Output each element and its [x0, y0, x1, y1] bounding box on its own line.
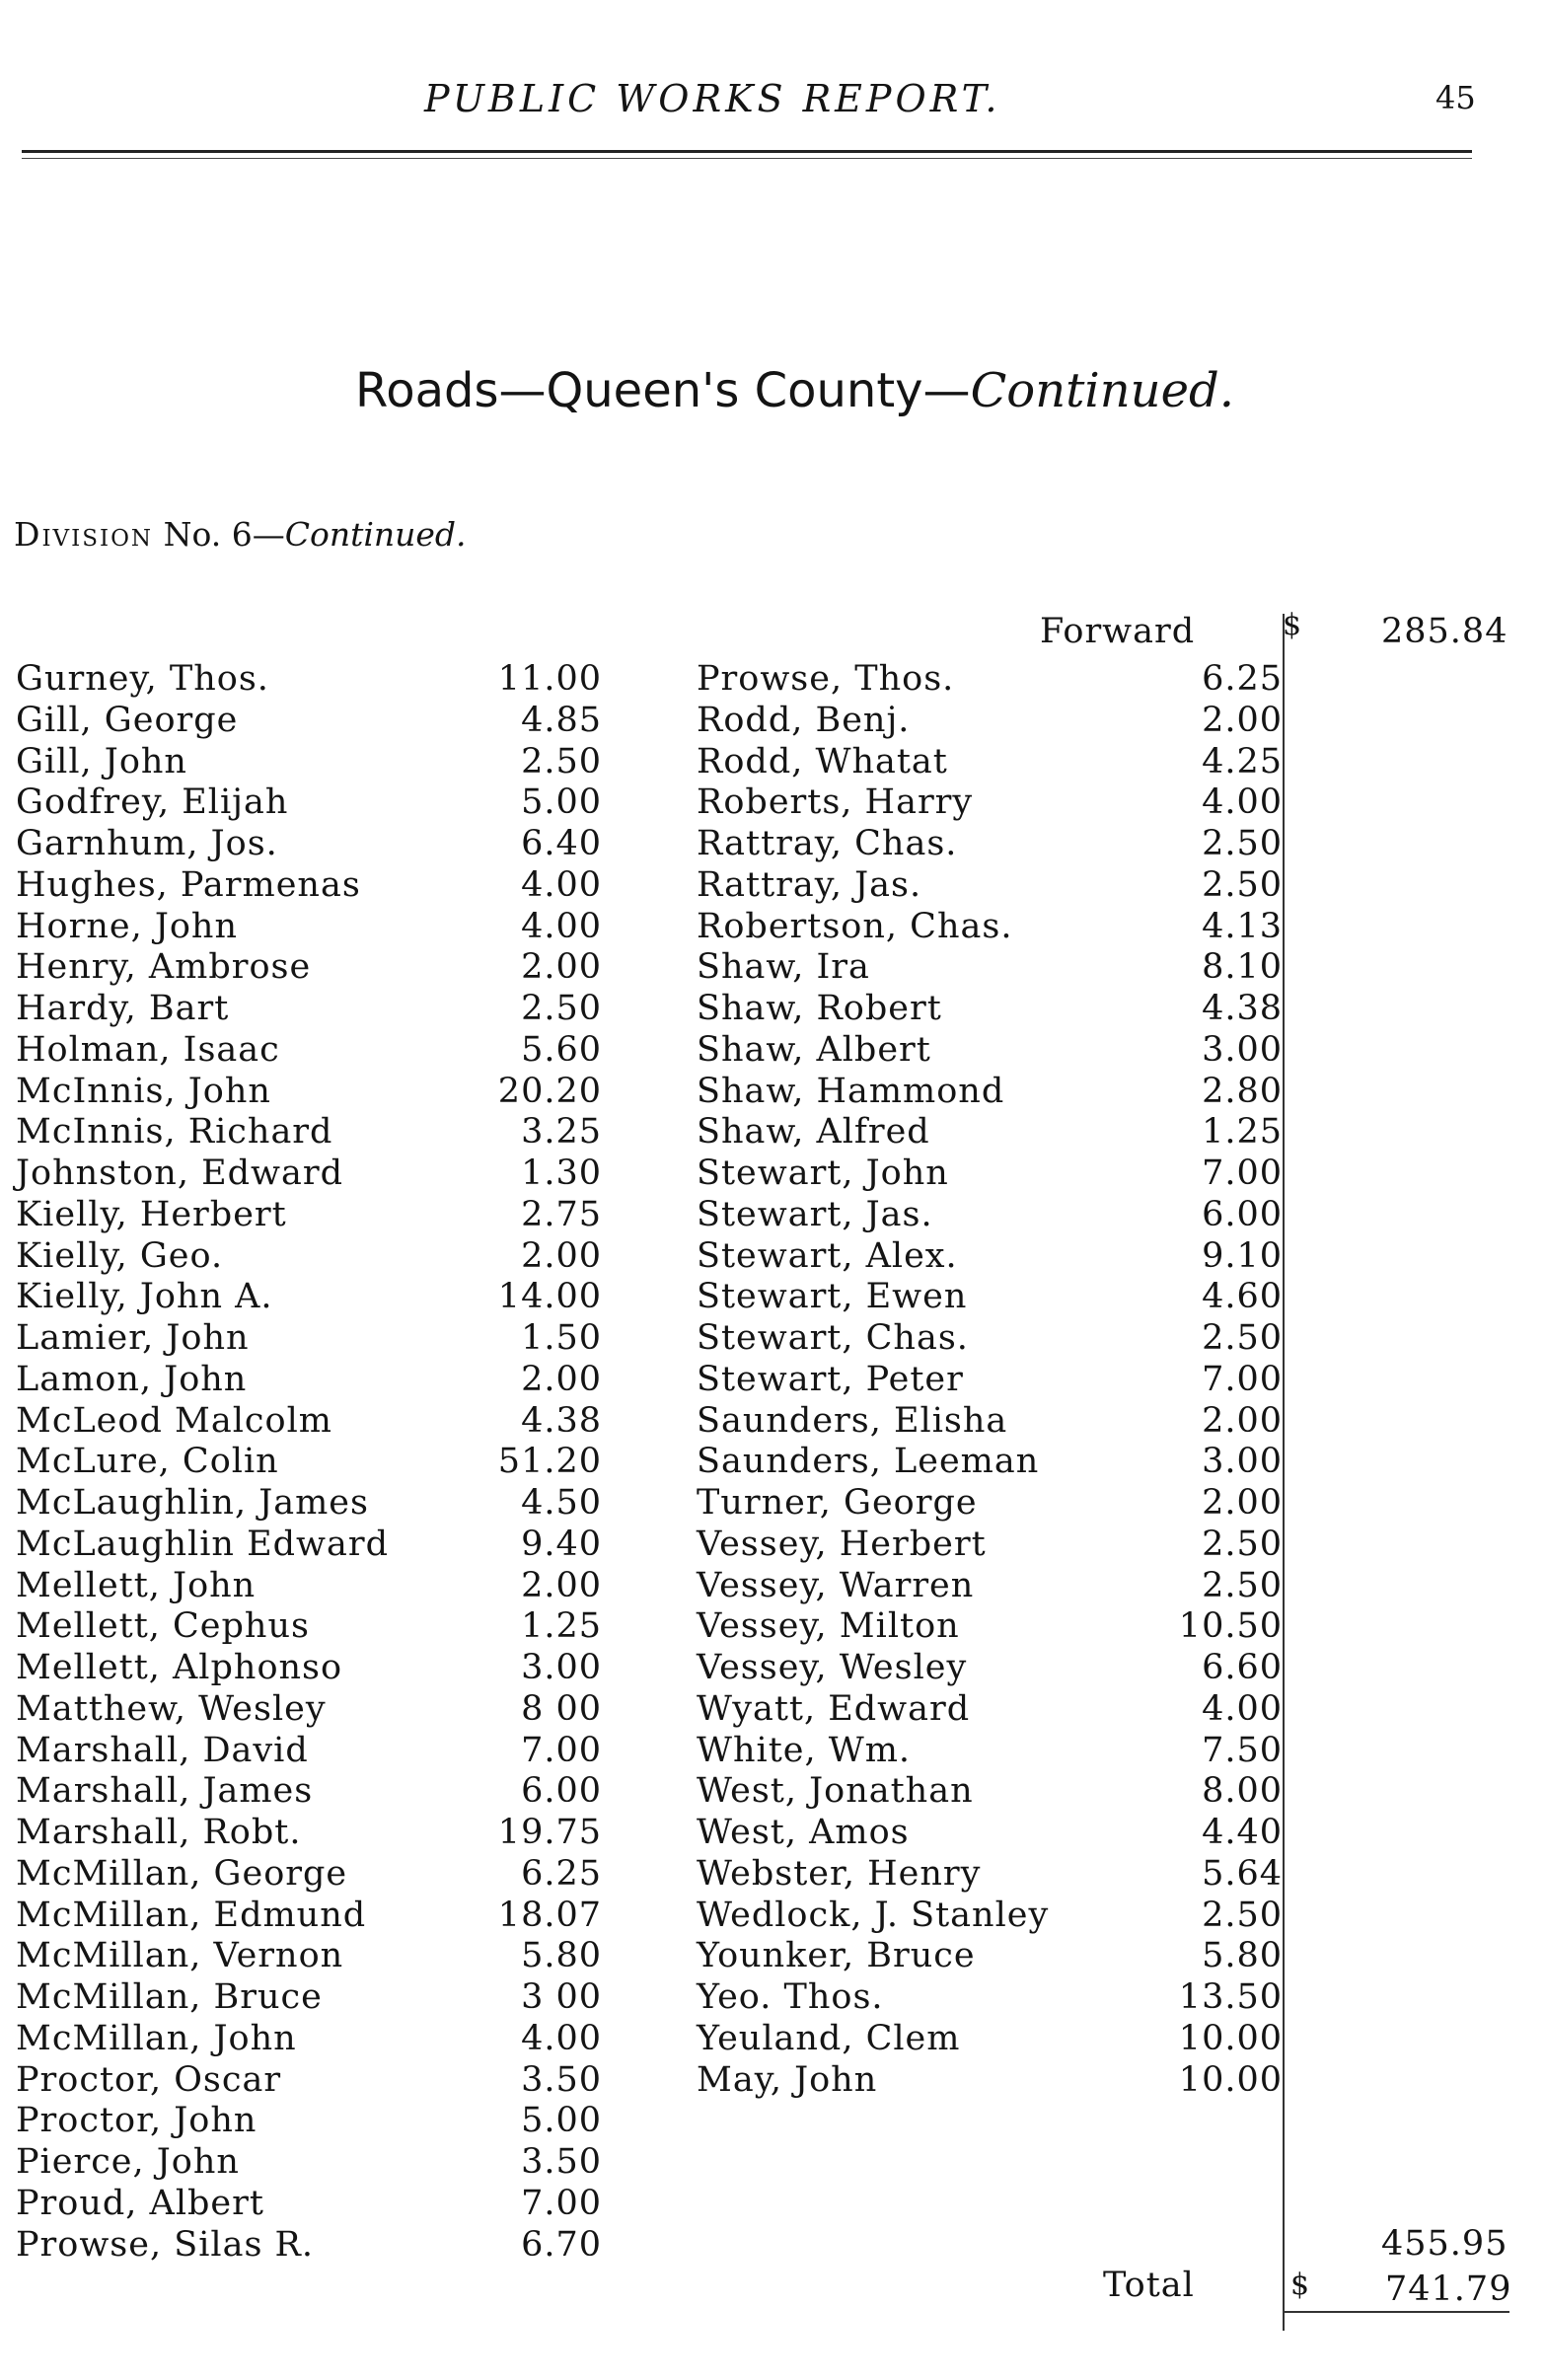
list-item [0, 1689, 671, 1731]
list-item [691, 1112, 1283, 1153]
list-item [691, 1896, 1283, 1937]
payee-amount: 3.00 [521, 1648, 602, 1687]
payee-name: Vessey, Herbert [697, 1524, 987, 1564]
list-item [0, 865, 671, 907]
list-item [691, 989, 1283, 1030]
payee-amount: 1.50 [521, 1318, 602, 1358]
payee-amount: 8 00 [521, 1688, 602, 1729]
list-item [691, 1401, 1283, 1443]
payee-amount: 10.00 [1178, 2059, 1283, 2100]
payee-name: Rodd, Benj. [697, 700, 911, 740]
list-item [0, 742, 671, 783]
total-amount: 741.79 [1385, 2269, 1512, 2309]
payee-name: Garnhum, Jos. [16, 824, 278, 863]
list-item [691, 1689, 1283, 1731]
payee-name: Mellett, Cephus [16, 1606, 310, 1647]
list-item [691, 1153, 1283, 1195]
payee-amount: 5.00 [521, 2101, 602, 2141]
list-item [691, 1318, 1283, 1360]
payee-amount: 4.25 [1202, 741, 1283, 781]
payee-name: Henry, Ambrose [16, 947, 312, 988]
list-item [691, 824, 1283, 865]
payee-name: Stewart, Alex. [697, 1235, 958, 1276]
payee-amount: 20.20 [497, 1071, 602, 1111]
list-item [0, 1648, 671, 1689]
list-item [0, 1525, 671, 1566]
running-head [0, 77, 1545, 126]
list-item [0, 1072, 671, 1113]
payee-name: Hughes, Parmenas [16, 864, 361, 905]
list-item [0, 1195, 671, 1236]
list-item [0, 2225, 671, 2267]
payee-amount: 4.00 [521, 2018, 602, 2058]
list-item [0, 1318, 671, 1360]
payee-name: Wyatt, Edward [697, 1688, 971, 1729]
list-item [691, 1195, 1283, 1236]
list-item [0, 1277, 671, 1318]
payee-name: Wedlock, J. Stanley [697, 1895, 1050, 1935]
payee-name: Stewart, John [697, 1153, 949, 1193]
payee-name: McMillan, Bruce [16, 1977, 323, 2017]
payee-name: Saunders, Leeman [697, 1442, 1040, 1482]
total-label: Total [1103, 2266, 1195, 2305]
payee-name: Shaw, Albert [697, 1029, 931, 1070]
list-item [0, 824, 671, 865]
list-item [0, 701, 671, 742]
payee-amount: 10.00 [1178, 2018, 1283, 2058]
division-heading [14, 515, 467, 554]
payee-name: Rodd, Whatat [697, 741, 948, 781]
list-item [691, 1360, 1283, 1401]
payee-amount: 8.00 [1202, 1771, 1283, 1812]
payee-name: Kielly, Herbert [16, 1194, 287, 1234]
list-item [691, 865, 1283, 907]
payee-amount: 3.50 [521, 2059, 602, 2100]
payee-name: Matthew, Wesley [16, 1688, 327, 1729]
payee-name: Gill, John [16, 741, 187, 781]
list-item [0, 1606, 671, 1648]
list-item [691, 1731, 1283, 1772]
payee-amount: 4.60 [1202, 1277, 1283, 1317]
payee-amount: 18.07 [497, 1895, 602, 1935]
payee-amount: 7.00 [1202, 1359, 1283, 1399]
list-item [0, 1936, 671, 1977]
payee-amount: 6.00 [521, 1771, 602, 1812]
list-item [0, 2019, 671, 2060]
payee-amount: 2.50 [1202, 824, 1283, 863]
payee-name: McLure, Colin [16, 1442, 279, 1482]
payee-amount: 5.60 [521, 1029, 602, 1070]
list-item [0, 2184, 671, 2225]
list-item [691, 1813, 1283, 1854]
section-title [355, 363, 1234, 418]
payee-amount: 2.00 [1202, 1483, 1283, 1523]
payee-name: Shaw, Alfred [697, 1112, 930, 1153]
list-item [0, 1731, 671, 1772]
payee-amount: 7.50 [1202, 1730, 1283, 1770]
payee-amount: 3.00 [1202, 1442, 1283, 1482]
list-item [0, 1442, 671, 1483]
section-title-continued: Continued. [970, 363, 1234, 418]
payee-name: McLeod Malcolm [16, 1400, 332, 1441]
list-item [0, 1896, 671, 1937]
total-currency: $ [1290, 2268, 1310, 2302]
payee-amount: 10.50 [1178, 1606, 1283, 1647]
payee-name: Shaw, Ira [697, 947, 870, 988]
payee-amount: 6.25 [1202, 659, 1283, 699]
payee-name: Kielly, John A. [16, 1277, 273, 1317]
total-rule [1283, 2311, 1509, 2313]
payee-amount: 6.40 [521, 824, 602, 863]
payee-amount: 2.75 [521, 1194, 602, 1234]
payee-name: Marshall, Robt. [16, 1813, 302, 1852]
payee-amount: 1.30 [521, 1153, 602, 1193]
list-item [691, 1566, 1283, 1607]
running-head-title: PUBLIC WORKS REPORT. [424, 77, 1001, 120]
list-item [0, 1360, 671, 1401]
list-item [0, 782, 671, 824]
payee-amount: 4.00 [521, 864, 602, 905]
payee-name: Holman, Isaac [16, 1029, 280, 1070]
payee-name: Prowse, Silas R. [16, 2224, 315, 2265]
column-rule [1283, 614, 1285, 2331]
payee-name: Kielly, Geo. [16, 1235, 224, 1276]
list-item [691, 1525, 1283, 1566]
payee-name: Rattray, Jas. [697, 864, 922, 905]
payee-amount: 3.50 [521, 2142, 602, 2182]
payee-amount: 5.00 [521, 782, 602, 823]
payee-amount: 1.25 [1202, 1112, 1283, 1153]
payee-name: Stewart, Jas. [697, 1194, 933, 1234]
payee-name: Saunders, Elisha [697, 1400, 1008, 1441]
list-item [0, 1771, 671, 1813]
payee-name: Stewart, Chas. [697, 1318, 969, 1358]
payee-amount: 2.00 [1202, 700, 1283, 740]
list-item [691, 1936, 1283, 1977]
payee-amount: 3 00 [521, 1977, 602, 2017]
payee-amount: 11.00 [497, 659, 602, 699]
payee-amount: 2.00 [521, 947, 602, 988]
payee-amount: 4.00 [1202, 782, 1283, 823]
payee-name: Mellett, John [16, 1565, 257, 1605]
payee-name: Marshall, James [16, 1771, 314, 1812]
payee-name: Lamon, John [16, 1359, 248, 1399]
payee-name: McMillan, Edmund [16, 1895, 367, 1935]
payee-name: Webster, Henry [697, 1853, 982, 1894]
payee-amount: 1.25 [521, 1606, 602, 1647]
list-item [0, 1112, 671, 1153]
list-item [691, 1771, 1283, 1813]
payee-amount: 2.50 [521, 741, 602, 781]
list-item [0, 1236, 671, 1278]
list-item [0, 1813, 671, 1854]
list-item [0, 2101, 671, 2142]
list-item [691, 907, 1283, 948]
list-item [691, 1442, 1283, 1483]
payee-amount: 4.85 [521, 700, 602, 740]
payee-amount: 7.00 [1202, 1153, 1283, 1193]
left-column-list [0, 659, 671, 2266]
payee-name: Robertson, Chas. [697, 906, 1013, 946]
payee-amount: 2.50 [1202, 1895, 1283, 1935]
payee-amount: 8.10 [1202, 947, 1283, 988]
payee-amount: 3.25 [521, 1112, 602, 1153]
payee-name: Turner, George [697, 1483, 978, 1523]
payee-name: Stewart, Peter [697, 1359, 964, 1399]
payee-amount: 5.64 [1202, 1853, 1283, 1894]
payee-name: Shaw, Hammond [697, 1071, 1005, 1111]
payee-amount: 2.00 [1202, 1400, 1283, 1441]
payee-amount: 2.50 [1202, 1565, 1283, 1605]
payee-amount: 7.00 [521, 2183, 602, 2223]
payee-amount: 4.38 [1202, 989, 1283, 1028]
payee-name: McLaughlin, James [16, 1483, 369, 1523]
payee-name: McMillan, Vernon [16, 1936, 344, 1976]
payee-name: Marshall, David [16, 1730, 309, 1770]
payee-amount: 9.10 [1202, 1235, 1283, 1276]
division-number: No. 6— [163, 515, 285, 554]
payee-amount: 4.00 [521, 906, 602, 946]
payee-amount: 2.50 [1202, 1318, 1283, 1358]
payee-name: Prowse, Thos. [697, 659, 955, 699]
list-item [691, 1072, 1283, 1113]
division-label: Division [14, 515, 154, 554]
payee-amount: 2.00 [521, 1565, 602, 1605]
list-item [691, 1648, 1283, 1689]
payee-name: Vessey, Wesley [697, 1648, 968, 1687]
payee-name: Yeuland, Clem [697, 2018, 961, 2058]
payee-amount: 2.80 [1202, 1071, 1283, 1111]
payee-name: Proud, Albert [16, 2183, 264, 2223]
payee-amount: 2.50 [1202, 864, 1283, 905]
list-item [691, 701, 1283, 742]
payee-amount: 2.00 [521, 1235, 602, 1276]
list-item [691, 782, 1283, 824]
payee-name: Lamier, John [16, 1318, 250, 1358]
payee-amount: 5.80 [521, 1936, 602, 1976]
payee-name: McInnis, Richard [16, 1112, 333, 1153]
payee-amount: 2.50 [521, 989, 602, 1028]
forward-amount: 285.84 [1381, 612, 1508, 651]
list-item [0, 989, 671, 1030]
payee-amount: 19.75 [497, 1813, 602, 1852]
list-item [0, 1030, 671, 1072]
payee-amount: 3.00 [1202, 1029, 1283, 1070]
payee-name: McMillan, George [16, 1853, 348, 1894]
list-item [0, 1153, 671, 1195]
payee-name: McInnis, John [16, 1071, 271, 1111]
list-item [0, 947, 671, 989]
list-item [0, 1401, 671, 1443]
payee-name: Roberts, Harry [697, 782, 974, 823]
payee-amount: 2.00 [521, 1359, 602, 1399]
payee-amount: 6.00 [1202, 1194, 1283, 1234]
payee-amount: 7.00 [521, 1730, 602, 1770]
list-item [691, 742, 1283, 783]
payee-name: Godfrey, Elijah [16, 782, 289, 823]
subtotal-amount: 455.95 [1381, 2224, 1508, 2264]
payee-name: Proctor, John [16, 2101, 258, 2141]
forward-currency: $ [1283, 608, 1302, 642]
payee-name: Shaw, Robert [697, 989, 942, 1028]
list-item [0, 2060, 671, 2102]
list-item [691, 1277, 1283, 1318]
payee-name: Yeo. Thos. [697, 1977, 884, 2017]
right-column-list [691, 659, 1283, 2101]
payee-name: Rattray, Chas. [697, 824, 958, 863]
payee-name: White, Wm. [697, 1730, 912, 1770]
section-title-main: Roads—Queen's County— [355, 363, 971, 418]
list-item [691, 2019, 1283, 2060]
payee-amount: 5.80 [1202, 1936, 1283, 1976]
payee-name: McMillan, John [16, 2018, 297, 2058]
list-item [691, 1606, 1283, 1648]
payee-amount: 51.20 [497, 1442, 602, 1482]
payee-name: Pierce, John [16, 2142, 240, 2182]
list-item [691, 1236, 1283, 1278]
payee-amount: 9.40 [521, 1524, 602, 1564]
payee-name: McLaughlin Edward [16, 1524, 390, 1564]
list-item [691, 1977, 1283, 2019]
list-item [0, 1854, 671, 1896]
header-rule-thin [22, 158, 1472, 159]
payee-name: West, Amos [697, 1813, 910, 1852]
payee-amount: 4.00 [1202, 1688, 1283, 1729]
payee-name: Vessey, Warren [697, 1565, 975, 1605]
list-item [0, 659, 671, 701]
payee-name: Vessey, Milton [697, 1606, 960, 1647]
list-item [691, 659, 1283, 701]
payee-amount: 2.50 [1202, 1524, 1283, 1564]
page-number: 45 [1435, 79, 1476, 116]
payee-amount: 14.00 [497, 1277, 602, 1317]
list-item [691, 1854, 1283, 1896]
payee-name: Proctor, Oscar [16, 2059, 282, 2100]
payee-amount: 4.50 [521, 1483, 602, 1523]
payee-amount: 6.70 [521, 2224, 602, 2265]
payee-name: West, Jonathan [697, 1771, 974, 1812]
payee-name: Hardy, Bart [16, 989, 230, 1028]
division-continued: Continued. [284, 515, 467, 554]
payee-amount: 6.25 [521, 1853, 602, 1894]
list-item [691, 2060, 1283, 2102]
payee-name: May, John [697, 2059, 878, 2100]
payee-amount: 4.13 [1202, 906, 1283, 946]
list-item [691, 1483, 1283, 1525]
payee-name: Gill, George [16, 700, 239, 740]
list-item [0, 1977, 671, 2019]
list-item [0, 907, 671, 948]
list-item [691, 947, 1283, 989]
payee-name: Johnston, Edward [16, 1153, 343, 1193]
forward-label: Forward [1040, 612, 1196, 651]
payee-name: Younker, Bruce [697, 1936, 976, 1976]
payee-name: Mellett, Alphonso [16, 1648, 343, 1687]
payee-amount: 13.50 [1178, 1977, 1283, 2017]
list-item [0, 1483, 671, 1525]
list-item [0, 1566, 671, 1607]
header-rule-thick [22, 150, 1472, 153]
list-item [691, 1030, 1283, 1072]
payee-amount: 4.38 [521, 1400, 602, 1441]
list-item [0, 2142, 671, 2184]
payee-name: Stewart, Ewen [697, 1277, 968, 1317]
payee-amount: 6.60 [1202, 1648, 1283, 1687]
payee-amount: 4.40 [1202, 1813, 1283, 1852]
payee-name: Gurney, Thos. [16, 659, 269, 699]
payee-name: Horne, John [16, 906, 239, 946]
